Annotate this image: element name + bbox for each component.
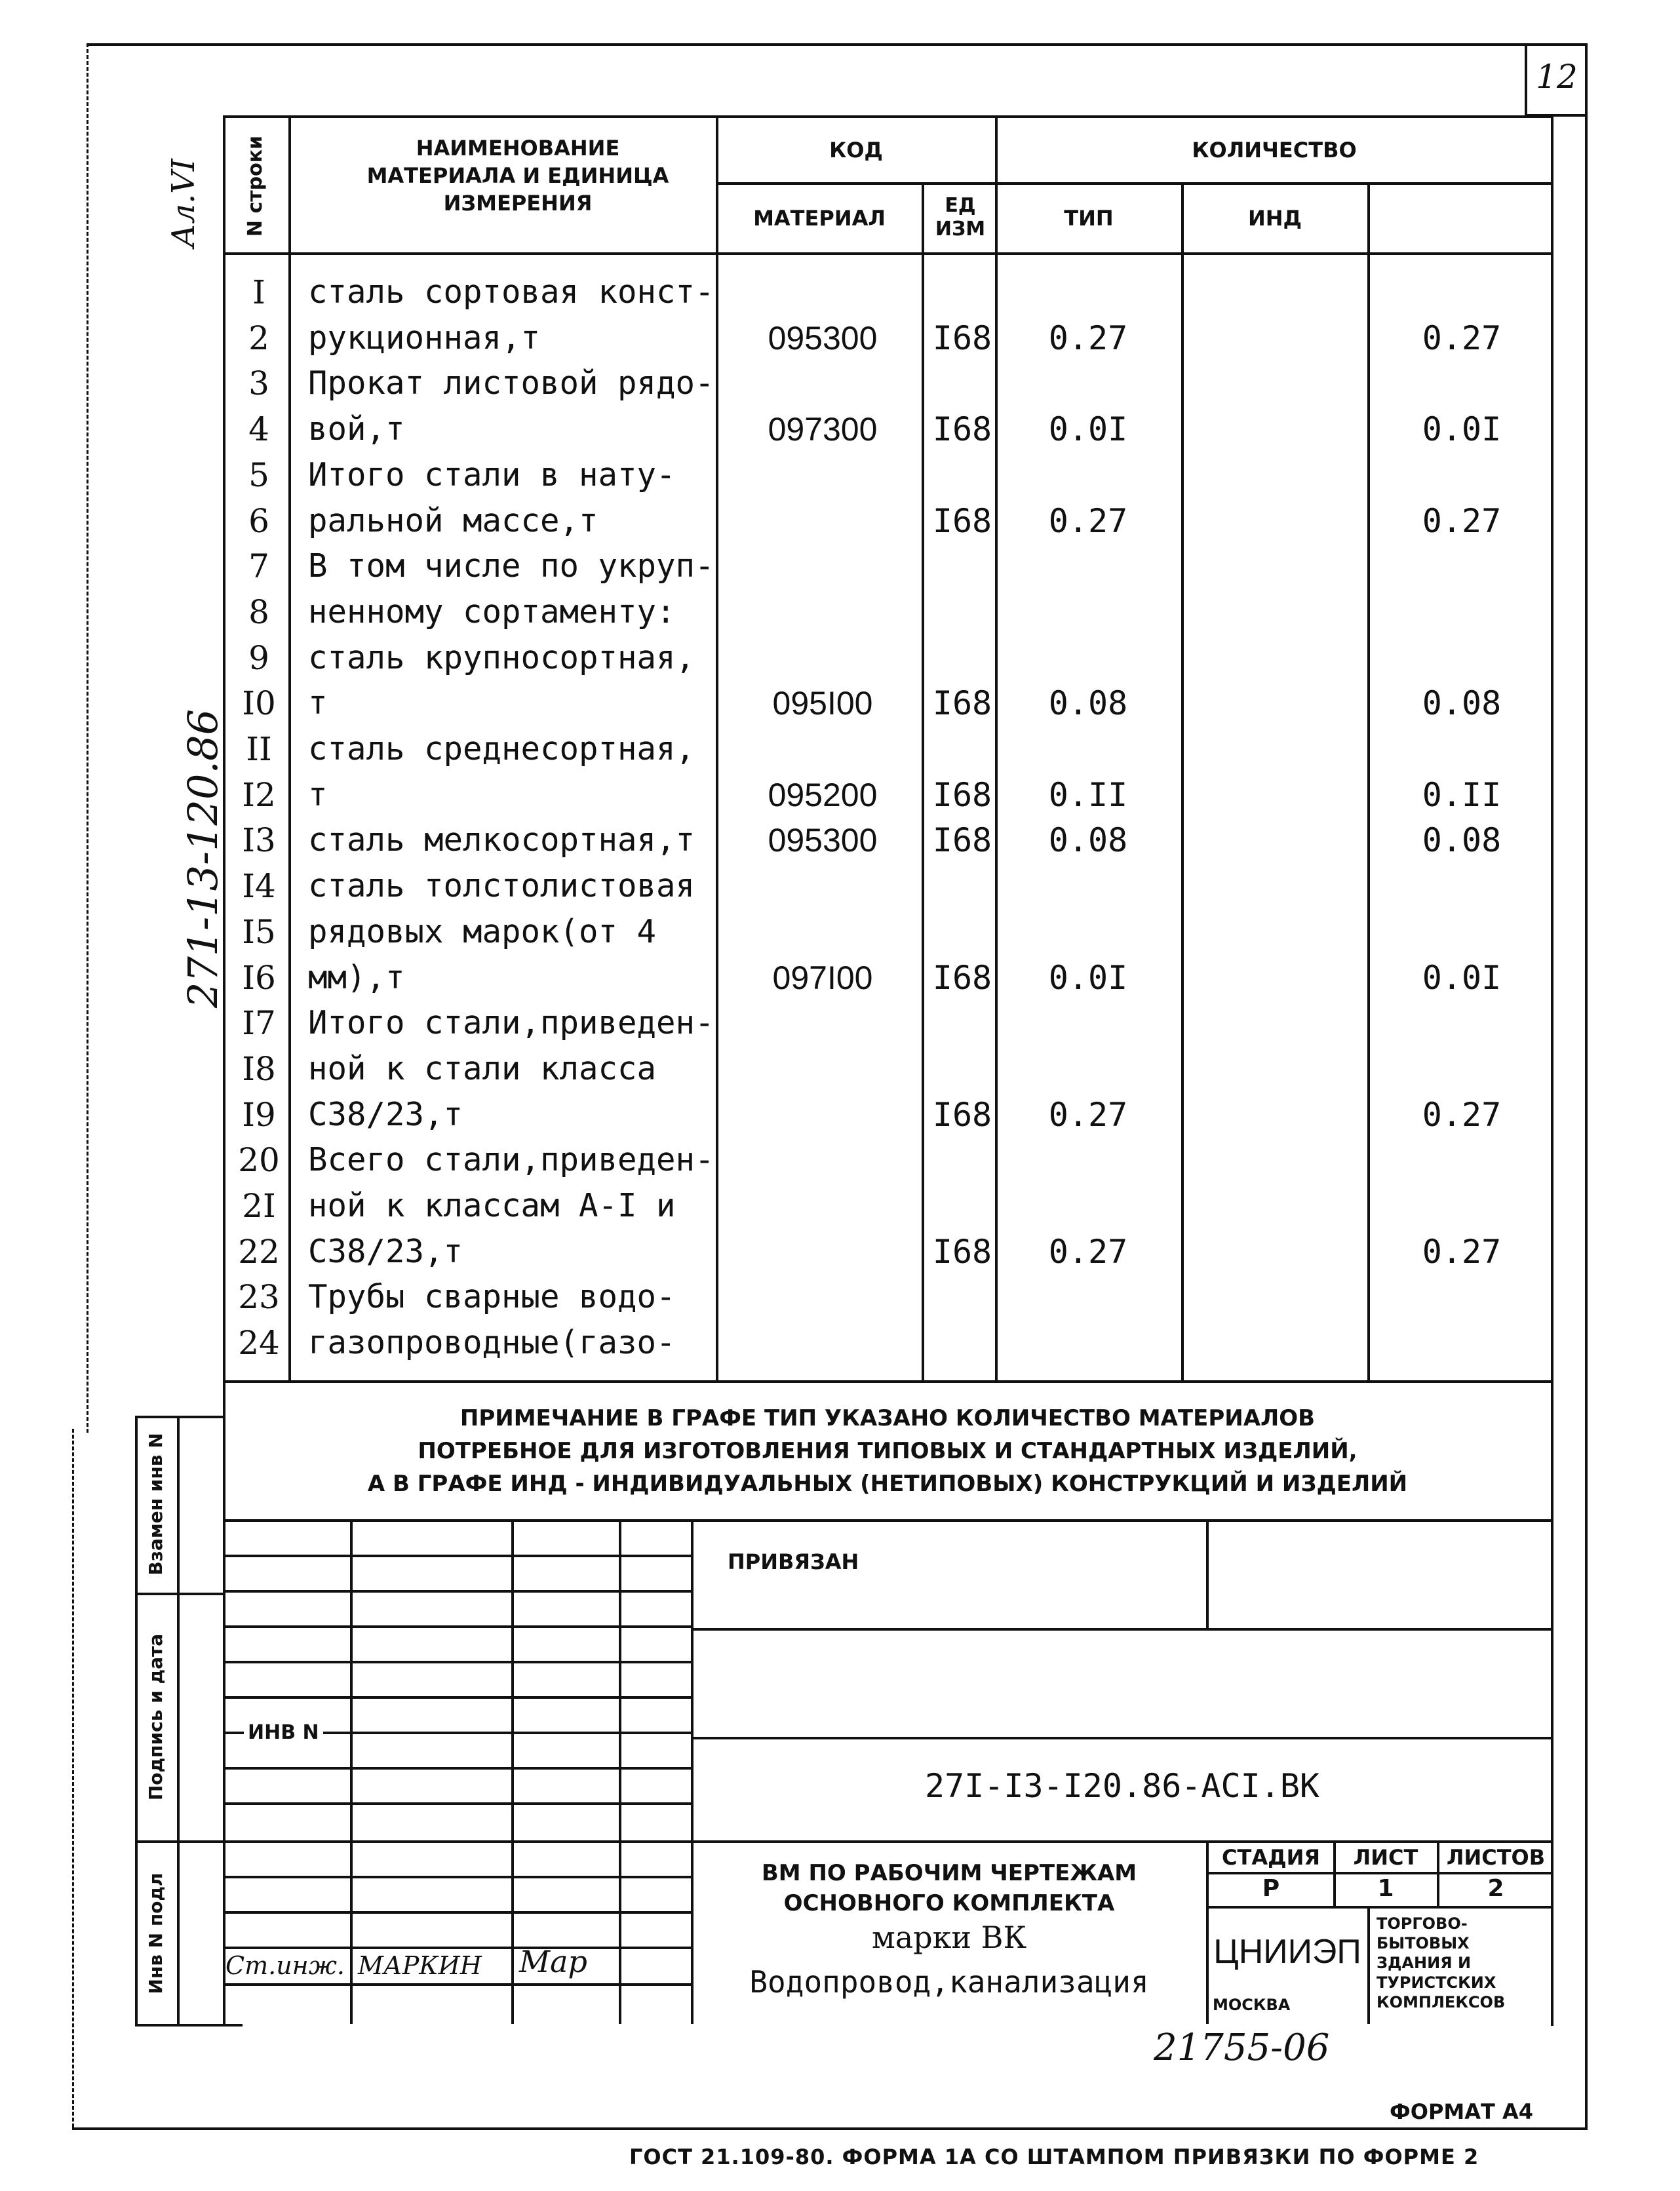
stamp-row-1: [223, 1555, 691, 1557]
side-label-original: Инв N подл: [145, 1872, 166, 1994]
document-code: 27I-I3-I20.86-АСI.ВК: [924, 1767, 1320, 1805]
table-top: [223, 115, 1553, 118]
row-qty-total: 0.08: [1422, 821, 1502, 859]
row-number: I: [252, 273, 265, 311]
row-number: I3: [242, 821, 276, 859]
row-unit-code: I68: [932, 1096, 992, 1134]
row-name: сталь сортовая конст-: [308, 273, 714, 311]
side-col-right: [177, 1416, 180, 2024]
row-number: I8: [242, 1050, 276, 1088]
row-qty-total: 0.27: [1422, 319, 1502, 357]
stage-value: Р: [1262, 1875, 1280, 1902]
row-qty-type: 0.08: [1048, 684, 1128, 722]
row-name: рядовых марок(от 4: [308, 913, 657, 950]
row-unit-code: I68: [932, 319, 992, 357]
row-name: Итого стали в нату-: [308, 456, 676, 494]
frame-top: [87, 43, 1588, 46]
note-bottom: [223, 1519, 1553, 1522]
row-qty-type: 0.08: [1048, 821, 1128, 859]
row-material-code: 097300: [768, 411, 878, 448]
row-number: 4: [248, 410, 269, 448]
row-material-code: 095200: [768, 777, 878, 813]
footer-gost: ГОСТ 21.109-80. ФОРМА 1А СО ШТАМПОМ ПРИВЯЗКИ ПО ФОРМЕ 2: [629, 2144, 1479, 2169]
page-number: 12: [1536, 58, 1578, 96]
row-number: I4: [242, 867, 276, 905]
header-bottom: [223, 252, 1553, 255]
side-col-bottom: [135, 2024, 243, 2026]
stamp-row-2: [223, 1590, 691, 1593]
body-bottom: [223, 1380, 1553, 1383]
stamp-row-4: [223, 1661, 691, 1663]
row-qty-type: 0.27: [1048, 319, 1128, 357]
row-material-code: 095I00: [772, 685, 873, 722]
header-code: КОД: [829, 138, 883, 163]
row-number: 22: [238, 1233, 280, 1271]
row-unit-code: I68: [932, 684, 992, 722]
stamp-row-12: [223, 1947, 691, 1949]
row-name: сталь толстолистовая: [308, 867, 695, 904]
stamp-row-3: [223, 1625, 691, 1628]
org-name: ЦНИИЭП: [1213, 1933, 1361, 1971]
code-top: [691, 1737, 1553, 1739]
row-unit-code: I68: [932, 821, 992, 859]
title-line-2: ОСНОВНОГО КОМПЛЕКТА: [783, 1890, 1115, 1916]
stamp-row-9: [223, 1840, 691, 1843]
row-name: С38/23,т: [308, 1233, 463, 1270]
row-name: мм),т: [308, 959, 405, 996]
header-type: ТИП: [1064, 206, 1114, 231]
frame-right: [1585, 43, 1588, 2127]
row-number: I2: [242, 776, 276, 814]
privyazan-label: ПРИВЯЗАН: [728, 1549, 859, 1574]
row-qty-total: 0.27: [1422, 502, 1502, 540]
row-name: ной к стали класса: [308, 1050, 657, 1087]
row-name: Прокат листовой рядо-: [308, 364, 714, 402]
row-name: Всего стали,приведен-: [308, 1141, 714, 1178]
row-name: ной к классам А-I и: [308, 1187, 676, 1224]
col-div-material: [922, 182, 924, 1380]
margin-album-label: Ал.VI: [165, 159, 202, 248]
row-qty-total: 0.0I: [1422, 959, 1502, 997]
sheets-value: 2: [1487, 1875, 1504, 1902]
frame-left: [87, 43, 88, 1433]
row-qty-total: 0.II: [1422, 776, 1502, 814]
org-description: ТОРГОВО-БЫТОВЫХ ЗДАНИЯ И ТУРИСТСКИХ КОМПЛЕКСОВ: [1377, 1914, 1506, 2011]
header-name: НАИМЕНОВАНИЕ МАТЕРИАЛА И ЕДИНИЦА ИЗМЕРЕНИЯ: [366, 136, 669, 216]
row-qty-type: 0.II: [1048, 776, 1128, 814]
stamp-row-11: [223, 1911, 691, 1914]
row-number: I9: [242, 1096, 276, 1134]
title-line-1: ВМ ПО РАБОЧИМ ЧЕРТЕЖАМ: [761, 1860, 1137, 1886]
org-city: МОСКВА: [1213, 1996, 1291, 2014]
stamp-row-8: [223, 1802, 691, 1805]
header-quantity: КОЛИЧЕСТВО: [1192, 138, 1357, 163]
row-name: сталь среднесортная,: [308, 730, 695, 767]
org-div: [1367, 1906, 1370, 2024]
row-number: 24: [238, 1324, 280, 1362]
privyazan-div: [1206, 1519, 1209, 1628]
row-number: 6: [248, 502, 269, 540]
table-left: [223, 115, 225, 2026]
position-label: Ст.инж.: [225, 1951, 345, 1980]
row-unit-code: I68: [932, 1233, 992, 1271]
row-name: т: [308, 776, 328, 813]
row-number: I5: [242, 913, 276, 951]
row-number: 2I: [242, 1187, 276, 1225]
inv-no-label: ИНВ N: [244, 1720, 323, 1746]
row-number: II: [246, 730, 272, 768]
row-qty-total: 0.0I: [1422, 410, 1502, 448]
stamp-row-13: [223, 1983, 691, 1986]
row-name: ненному сортаменту:: [308, 593, 676, 630]
row-name: С38/23,т: [308, 1096, 463, 1133]
row-qty-type: 0.27: [1048, 1233, 1128, 1271]
stage-row-2: [1206, 1906, 1553, 1909]
signature: Мар: [519, 1944, 587, 1979]
row-unit-code: I68: [932, 776, 992, 814]
note-line-1: ПРИМЕЧАНИЕ В ГРАФЕ ТИП УКАЗАНО КОЛИЧЕСТВО МАТЕРИАЛОВ: [459, 1405, 1316, 1431]
row-number: 23: [238, 1278, 280, 1316]
row-number: I6: [242, 959, 276, 997]
title-line-4: Водопровод,канализация: [749, 1964, 1149, 2000]
header-unit: ЕД ИЗМ: [935, 194, 986, 241]
col-div-tip: [1181, 182, 1184, 1380]
row-number: 5: [248, 456, 269, 494]
row-number: I0: [242, 684, 276, 722]
row-name: сталь мелкосортная,т: [308, 821, 695, 859]
stamp-row-5: [223, 1696, 691, 1699]
frame-bottom: [72, 2127, 1588, 2130]
row-material-code: 097I00: [772, 960, 873, 996]
side-col-left: [135, 1416, 138, 2024]
col-div-rownum: [288, 115, 291, 1380]
row-number: 2: [248, 319, 269, 357]
row-name: вой,т: [308, 410, 405, 448]
col-div-ind: [1367, 182, 1370, 1380]
row-name: сталь крупносортная,: [308, 639, 695, 676]
row-number: I7: [242, 1004, 276, 1042]
header-row-no: N строки: [244, 135, 267, 237]
stamp-row-7: [223, 1767, 691, 1770]
side-div-2: [135, 1840, 223, 1843]
row-name: Трубы сварные водо-: [308, 1278, 676, 1315]
row-number: 3: [248, 364, 269, 402]
row-material-code: 095300: [768, 822, 878, 859]
note-line-3: А В ГРАФЕ ИНД - ИНДИВИДУАЛЬНЫХ (НЕТИПОВЫХ) КОНСТРУКЦИЙ И ИЗДЕЛИЙ: [367, 1471, 1408, 1497]
row-number: 9: [248, 639, 269, 677]
row-name: ральной массе,т: [308, 502, 598, 539]
sheets-label: ЛИСТОВ: [1446, 1845, 1546, 1870]
note-line-2: ПОТРЕБНОЕ ДЛЯ ИЗГОТОВЛЕНИЯ ТИПОВЫХ И СТАНДАРТНЫХ ИЗДЕЛИЙ,: [418, 1438, 1358, 1464]
row-qty-type: 0.0I: [1048, 410, 1128, 448]
row-name: т: [308, 684, 328, 722]
format-label: ФОРМАТ А4: [1390, 2099, 1533, 2124]
row-qty-total: 0.08: [1422, 684, 1502, 722]
row-unit-code: I68: [932, 410, 992, 448]
row-qty-total: 0.27: [1422, 1233, 1502, 1271]
row-qty-type: 0.27: [1048, 1096, 1128, 1134]
header-material: МАТЕРИАЛ: [753, 206, 886, 231]
row-unit-code: I68: [932, 502, 992, 540]
row-name: газопроводные(газо-: [308, 1324, 676, 1361]
margin-project-code: 271-13-120.86: [179, 708, 227, 1009]
row-number: 20: [238, 1141, 280, 1179]
sheet-value: 1: [1377, 1875, 1394, 1902]
row-number: 7: [248, 547, 269, 585]
stamp-row-10: [223, 1876, 691, 1878]
row-number: 8: [248, 593, 269, 631]
code-bottom: [691, 1840, 1553, 1843]
surname-label: МАРКИН: [358, 1951, 482, 1980]
archive-number: 21755-06: [1154, 2026, 1330, 2069]
row-unit-code: I68: [932, 959, 992, 997]
title-line-3: марки ВК: [871, 1920, 1027, 1955]
side-div-1: [135, 1593, 223, 1595]
sheet-label: ЛИСТ: [1353, 1845, 1418, 1870]
stage-label: СТАДИЯ: [1222, 1845, 1320, 1870]
side-label-replaced: Взамен инв N: [145, 1433, 166, 1576]
privyazan-bottom: [691, 1628, 1553, 1631]
header-mid-line: [716, 182, 1552, 185]
frame-left-lower: [72, 1429, 74, 2127]
row-qty-type: 0.27: [1048, 502, 1128, 540]
side-label-signature: Подпись и дата: [145, 1633, 166, 1801]
row-qty-type: 0.0I: [1048, 959, 1128, 997]
row-name: рукционная,т: [308, 319, 541, 357]
row-name: В том числе по укруп-: [308, 547, 714, 585]
header-ind: ИНД: [1247, 206, 1302, 231]
col-div-unit: [995, 115, 998, 1380]
row-qty-total: 0.27: [1422, 1096, 1502, 1134]
side-col-top: [135, 1416, 223, 1418]
row-name: Итого стали,приведен-: [308, 1004, 714, 1041]
row-material-code: 095300: [768, 320, 878, 357]
